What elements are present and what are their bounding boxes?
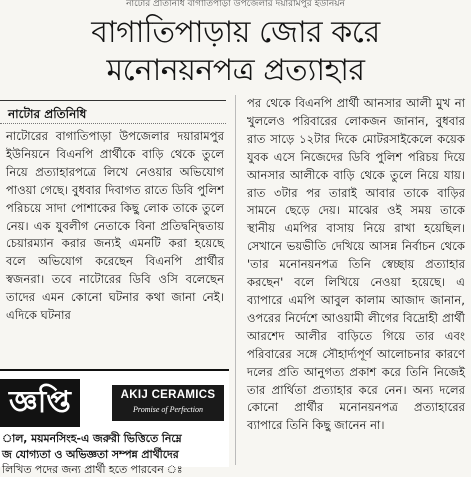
byline: নাটোর প্রতিনিধি — [8, 107, 87, 121]
headline-line-2: মনোনয়নপত্র প্রত্যাহার — [106, 53, 365, 88]
headline-line-1: বাগাতিপাড়ায় জোর করে — [91, 15, 380, 50]
column-divider — [235, 95, 236, 465]
article-headline — [0, 14, 471, 90]
article-column-right — [247, 95, 465, 435]
akij-ceramics-logo — [112, 385, 224, 421]
job-advertisement — [0, 369, 229, 476]
ad-title: জ্ঞপ্তি — [0, 379, 80, 427]
ad-text-line-2: জ যোগ্যতা ও অভিজ্ঞতা সম্পন্ন প্রার্থীদের — [2, 448, 179, 461]
ad-brand-tagline: Promise of Perfection — [133, 405, 203, 414]
left-column-text: নাটোরের বাগাতিপাড়া উপজেলার দয়ারামপুর ইউনিয়নে বিএনপি প্রার্থীকে বাড়ি থেকে তুলে নিয়ে প্রত্যাহারপত্রে লিখে নেওয়ার অভিযোগ পাওয়া গেছে। বুধবার দিবাগত রাতে ডিবি পুলিশ পরিচয়ে সাদা পোশাকের কিছু লোক তাকে তুলে নেয়। এক যুবলীগ নেতাকে বিনা প্রতিদ্বন্দ্বিতায় চেয়ারম্যান করার জন্যই এমনটি করা হয়েছে বলে অভিযোগ করেছেন বিএনপি প্রার্থীর স্বজনরা। তবে নাটোরের ডিবি ওসি বলেছেন তাদের এমন কোনো ঘটনার কথা জানা নেই। এদিকে ঘটনার — [6, 129, 224, 323]
ad-brand-name: AKIJ CERAMICS — [120, 389, 216, 401]
byline-top-rule — [0, 100, 226, 101]
previous-article-clip: নাটোর প্রতিনিধি বাগাতিপাড়া উপজেলার দয়ারামপুর ইউনিয়ন — [126, 0, 345, 9]
article-column-left — [6, 128, 224, 325]
ad-text-line-3: লিখিত পদের জন্য প্রার্থী হতে পারবেন ঃ — [2, 463, 183, 476]
right-column-text: পর থেকে বিএনপি প্রার্থী আনসার আলী মুখ না খুললেও পরিবারের লোকজন জানান, বুধবার রাত সাড়ে ১২টার দিকে মোটরসাইকেলে কয়েক যুবক এসে নিজেদের ডিবি পুলিশ পরিচয় দিয়ে আনসার আলীকে বাড়ি থেকে তুলে নিয়ে যায়। রাত ৩টার পর তারাই আবার তাকে বাড়ির সামনে ছেড়ে দেয়। মাঝের ওই সময় তাকে স্থানীয় এমপির বাসায় নিয়ে রাখা হয়েছিল। সেখানে ভয়ভীতি দেখিয়ে আসন্ন নির্বাচন থেকে 'তার মনোনয়নপত্র তিনি স্বেচ্ছায় প্রত্যাহার করছেন' বলে লিখিয়ে নেওয়া হয়েছে। এ ব্যাপারে এমপি আবুল কালাম আজাদ জানান, ওপরের নির্দেশে আওয়ামী লীগের বিদ্রোহী প্রার্থী আরশেদ আলীর বাড়িতে গিয়ে তার এবং পরিবারের সঙ্গে সৌহার্দ্যপূর্ণ আলোচনার কারণে দলের প্রতি আনুগত্য প্রকাশ করে তিনি নিজেই তার প্রার্থিতা প্রত্যাহার করে নেন। অন্য দলের কোনো প্রার্থীর মনোনয়নপত্র প্রত্যাহারের ব্যাপারে তিনি কিছু জানেন না। — [247, 96, 465, 433]
byline-bottom-rule — [0, 123, 226, 124]
ad-text-line-1: াল, ময়মনসিংহ-এ জরুরী ভিত্তিতে নিম্নে — [2, 432, 182, 445]
